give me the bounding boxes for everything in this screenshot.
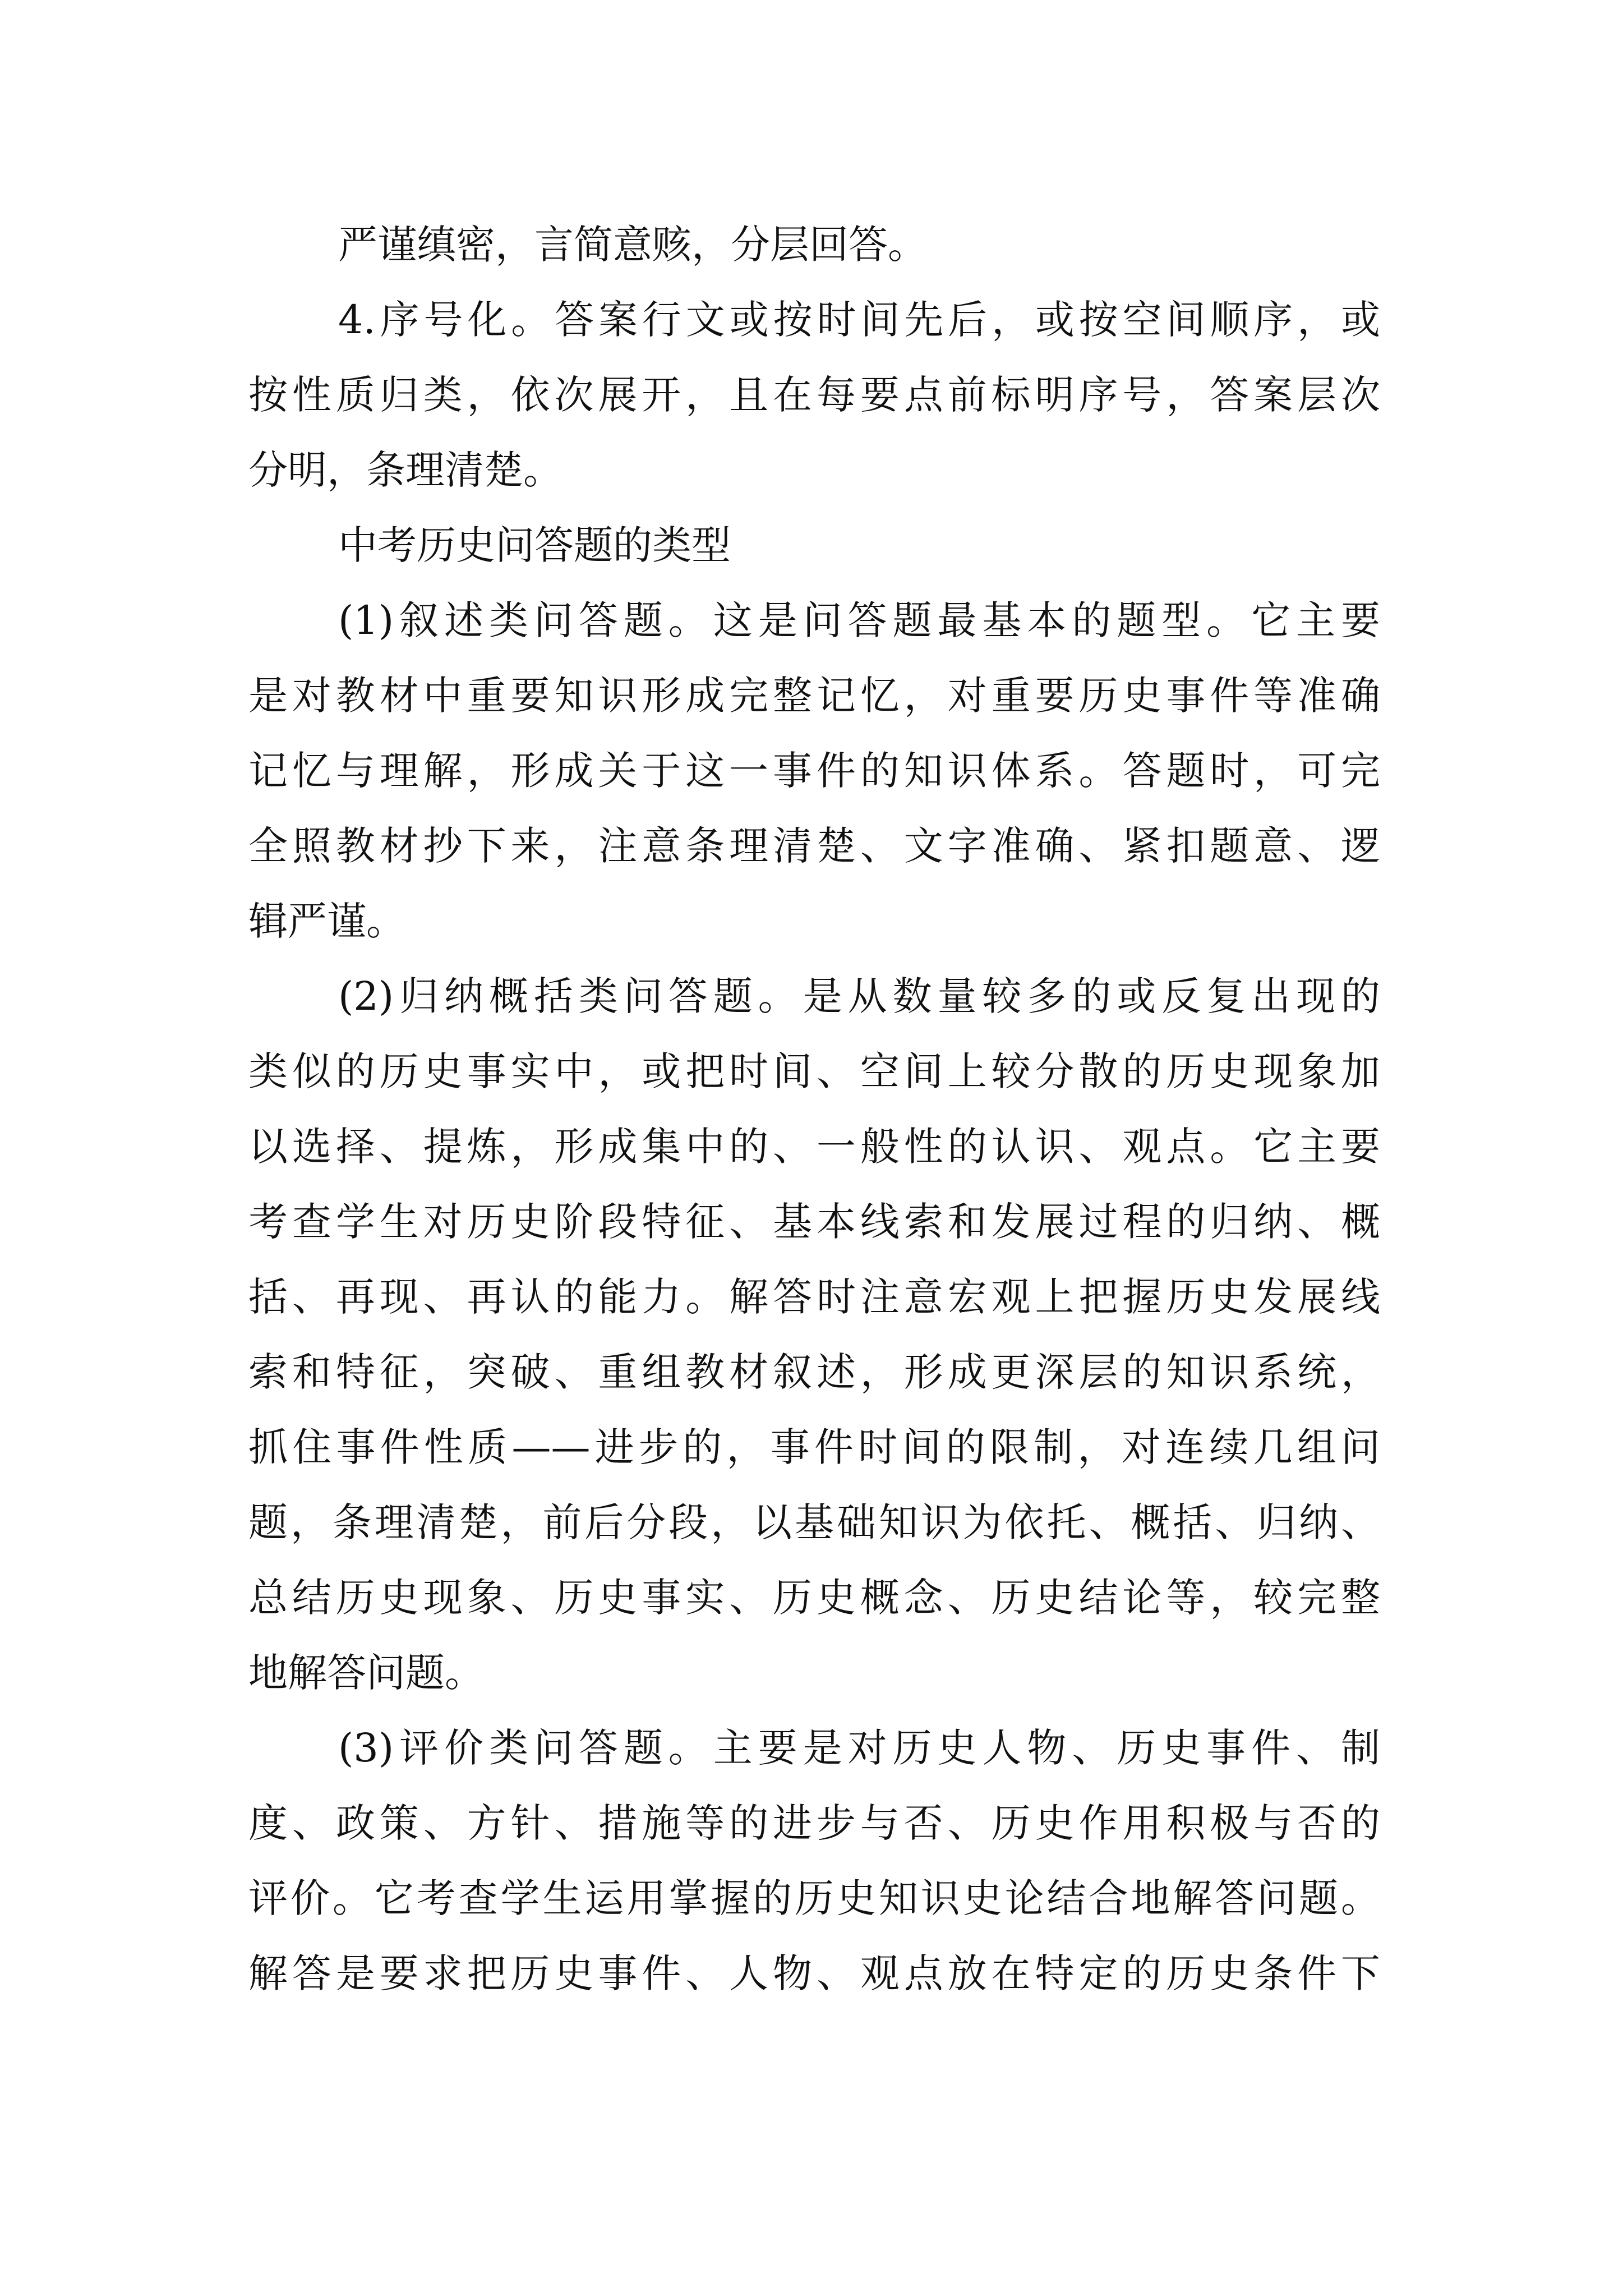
text-line: 括、再现、再认的能力。解答时注意宏观上把握历史发展线 [248, 1274, 1380, 1320]
text-line: 按性质归类，依次展开，且在每要点前标明序号，答案层次 [248, 372, 1380, 418]
text-line: 严谨缜密，言简意赅，分层回答。 [338, 222, 927, 268]
text-line: 记忆与理解，形成关于这一事件的知识体系。答题时，可完 [248, 748, 1380, 794]
text-line: 抓住事件性质——进步的，事件时间的限制，对连续几组问 [248, 1424, 1380, 1470]
text-line: 评价。它考查学生运用掌握的历史知识史论结合地解答问题。 [248, 1875, 1380, 1921]
text-line: 地解答问题。 [248, 1650, 484, 1696]
text-line: 辑严谨。 [248, 898, 405, 944]
text-line: (1)叙述类问答题。这是问答题最基本的题型。它主要 [338, 597, 1380, 643]
text-line: 全照教材抄下来，注意条理清楚、文字准确、紧扣题意、逻 [248, 823, 1380, 869]
text-line: 题，条理清楚，前后分段，以基础知识为依托、概括、归纳、 [248, 1499, 1380, 1545]
section-heading: 中考历史问答题的类型 [338, 522, 731, 568]
text-line: 考查学生对历史阶段特征、基本线索和发展过程的归纳、概 [248, 1199, 1380, 1245]
text-line: 类似的历史事实中，或把时间、空间上较分散的历史现象加 [248, 1048, 1380, 1094]
text-line: (2)归纳概括类问答题。是从数量较多的或反复出现的 [338, 973, 1380, 1019]
text-line: 索和特征，突破、重组教材叙述，形成更深层的知识系统， [248, 1349, 1380, 1395]
text-line: 度、政策、方针、措施等的进步与否、历史作用积极与否的 [248, 1800, 1380, 1846]
text-line: 4.序号化。答案行文或按时间先后，或按空间顺序，或 [338, 297, 1380, 343]
text-line: 解答是要求把历史事件、人物、观点放在特定的历史条件下 [248, 1950, 1380, 1996]
text-line: 是对教材中重要知识形成完整记忆，对重要历史事件等准确 [248, 673, 1380, 719]
text-line: 分明，条理清楚。 [248, 447, 562, 493]
text-line: (3)评价类问答题。主要是对历史人物、历史事件、制 [338, 1725, 1380, 1771]
text-line: 总结历史现象、历史事实、历史概念、历史结论等，较完整 [248, 1575, 1380, 1621]
text-line: 以选择、提炼，形成集中的、一般性的认识、观点。它主要 [248, 1124, 1380, 1170]
